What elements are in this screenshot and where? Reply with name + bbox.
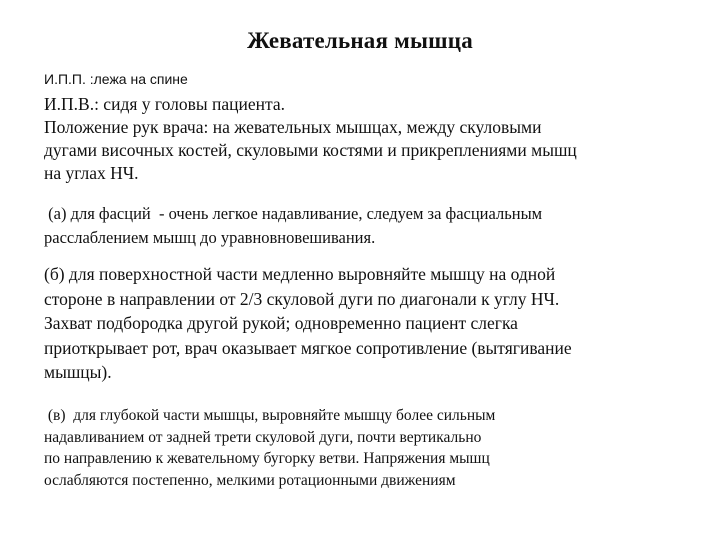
- text-line: на углах НЧ.: [44, 163, 139, 183]
- text-line: Захват подбородка другой рукой; одновременно пациент слегка: [44, 313, 518, 333]
- paragraph-a: [44, 202, 684, 250]
- paragraph-b: [44, 262, 684, 385]
- page-title: Жевательная мышца: [247, 28, 473, 53]
- text-line: надавливанием от задней трети скуловой дуги, почти вертикально: [44, 428, 482, 446]
- text-line: по направлению к жевательному бугорку ветви. Напряжения мышц: [44, 450, 490, 467]
- main-paragraph: [44, 93, 684, 185]
- text-line: мышцы).: [44, 362, 112, 382]
- text-line: (а) для фасций - очень легкое надавливание, следуем за фасциальным: [44, 204, 543, 223]
- text-line: (б) для поверхностной части медленно выровняйте мышцу на одной: [44, 264, 556, 284]
- ip-patient-value: лежа на спине: [93, 71, 188, 87]
- text-line: стороне в направлении от 2/3 скуловой дуги по диагонали к углу НЧ.: [44, 288, 560, 309]
- text-line: Положение рук врача: на жевательных мышцах, между скуловыми: [44, 117, 542, 137]
- text-line: дугами височных костей, скуловыми костями и прикреплениями мышц: [44, 140, 577, 160]
- starting-position-patient: [44, 71, 188, 87]
- ip-patient-label: И.П.П. :: [44, 71, 94, 87]
- text-line: И.П.В.: сидя у головы пациента.: [44, 94, 286, 114]
- text-line: ослабляются постепенно, мелкими ротационными движениям: [44, 471, 456, 489]
- text-line: (в) для глубокой части мышцы, выровняйте мышцу более сильным: [44, 407, 496, 424]
- text-line: расслаблением мышц до уравновновешивания.: [44, 228, 376, 247]
- paragraph-c: [44, 405, 684, 491]
- text-line: приоткрывает рот, врач оказывает мягкое сопротивление (вытягивание: [44, 337, 572, 358]
